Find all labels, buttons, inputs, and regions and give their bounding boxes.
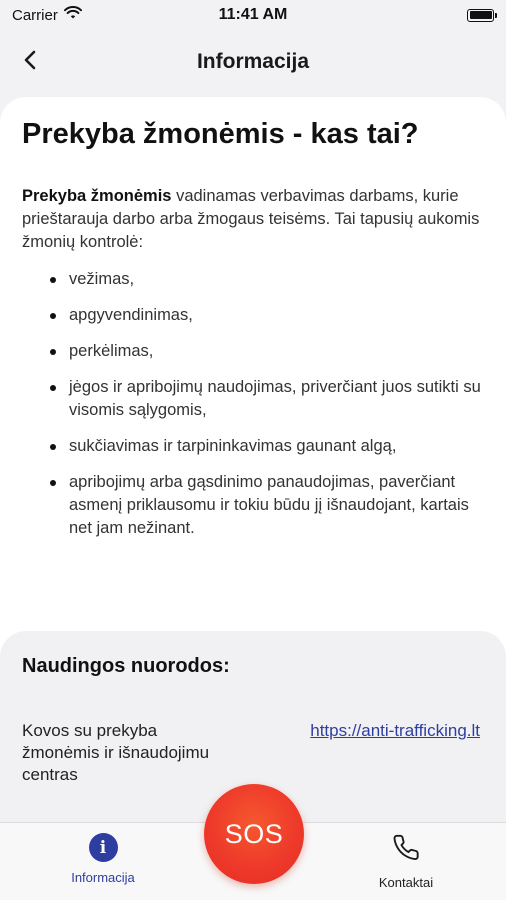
article-card [0, 97, 506, 657]
wifi-icon [64, 6, 82, 24]
links-title: Naudingos nuorodos: [22, 655, 230, 677]
list-item: sukčiavimas ir tarpininkavimas gaunant algą, [22, 435, 484, 458]
article-content [0, 97, 506, 540]
list-item: apribojimų arba gąsdinimo panaudojimas, paverčiant asmenį priklausomu ir tokiu būdu jį išnaudojant, kartais net jam nežinant. [22, 471, 484, 540]
chevron-left-icon [23, 50, 37, 75]
status-right [324, 9, 494, 22]
tab-label: Informacija [71, 870, 135, 885]
status-bar [0, 0, 506, 30]
list-item: apgyvendinimas, [22, 304, 484, 327]
page-title: Informacija [196, 50, 310, 73]
back-button[interactable] [16, 46, 44, 78]
battery-icon [467, 9, 494, 22]
article-intro [22, 185, 484, 254]
tab-informacija[interactable] [43, 833, 163, 885]
tab-label: Kontaktai [378, 875, 434, 890]
list-item: vežimas, [22, 268, 484, 291]
phone-icon [392, 833, 420, 867]
list-item: jėgos ir apribojimų naudojimas, priverčiant juos sutikti su visomis sąlygomis, [22, 376, 484, 422]
info-icon: i [89, 833, 118, 862]
link-description: Kovos su prekyba žmonėmis ir išnaudojimu centras [22, 721, 210, 784]
link-url[interactable]: https://anti-trafficking.lt [310, 721, 480, 740]
intro-bold: Prekyba žmonėmis [22, 187, 172, 205]
status-left [12, 6, 182, 24]
intro-text: vadinamas verbavimas darbams, kurie prieštarauja darbo arba žmogaus teisėms. Tai tapusių aukomis žmonių kontrolė: [22, 187, 480, 251]
article-title: Prekyba žmonėmis - kas tai? [22, 118, 419, 150]
bullet-list [22, 268, 484, 540]
nav-header [0, 30, 506, 94]
sos-button[interactable]: SOS [204, 784, 304, 884]
status-time: 11:41 AM [218, 6, 288, 23]
list-item: perkėlimas, [22, 340, 484, 363]
link-row [22, 720, 484, 786]
tab-kontaktai[interactable] [346, 833, 466, 890]
carrier-label: Carrier [12, 6, 58, 24]
